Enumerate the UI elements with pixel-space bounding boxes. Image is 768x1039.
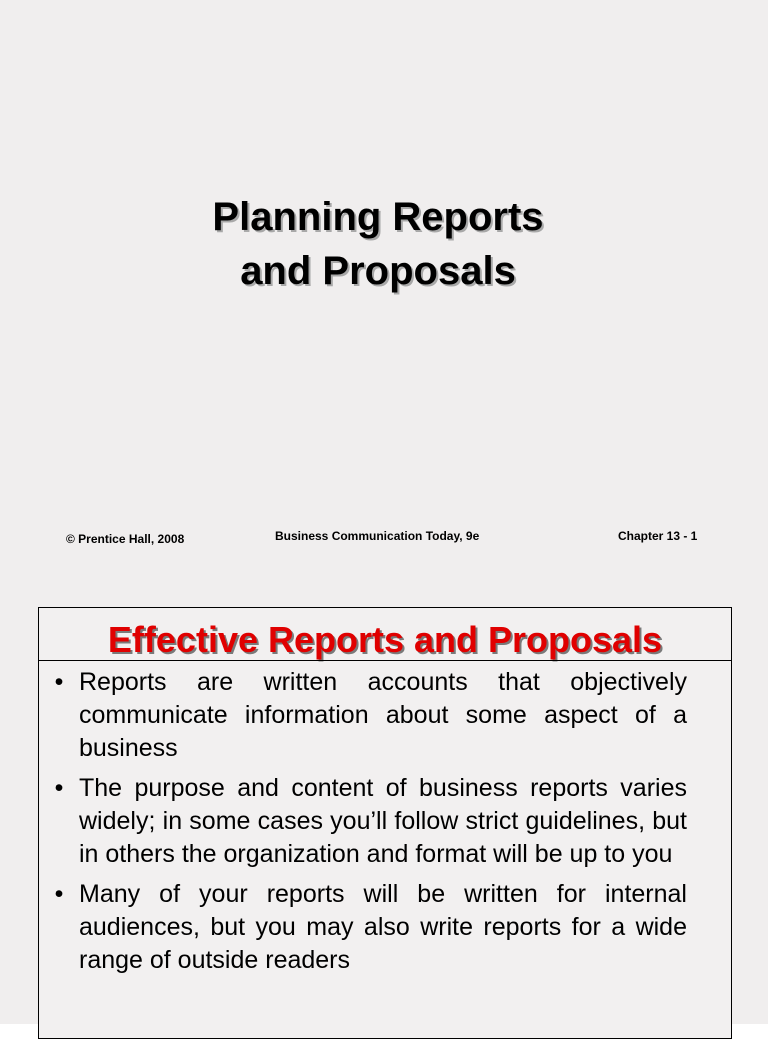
footer-chapter: Chapter 13 - 1 [618, 529, 698, 543]
bullet-text: Many of your reports will be written for internal audiences, but you may also write reports for a wide range of outside readers [79, 880, 687, 974]
bullet-item [49, 878, 687, 977]
footer-book-title: Business Communication Today, 9e [275, 529, 480, 543]
footer-copyright: © Prentice Hall, 2008 [66, 532, 185, 546]
slide-title [0, 190, 756, 298]
bullet-icon: • [54, 668, 64, 696]
slide-effective-reports [0, 576, 768, 1024]
bullet-text: Reports are written accounts that objectively communicate information about some aspect of a business [79, 668, 687, 762]
slide-title-line-1: Planning Reports [212, 195, 544, 239]
bullet-item [49, 772, 687, 871]
bullet-text: The purpose and content of business reports varies widely; in some cases you’ll follow strict guidelines, but in others the organization and format will be up to you [79, 774, 687, 868]
heading-divider [39, 660, 731, 661]
bullet-item [49, 666, 687, 765]
slide-heading: Effective Reports and Proposals [107, 619, 663, 660]
bullet-icon: • [54, 880, 64, 908]
slide-content-frame [38, 607, 732, 1039]
slide-title-line-2: and Proposals [240, 249, 516, 293]
bullet-list [49, 666, 687, 984]
bullet-icon: • [54, 774, 64, 802]
